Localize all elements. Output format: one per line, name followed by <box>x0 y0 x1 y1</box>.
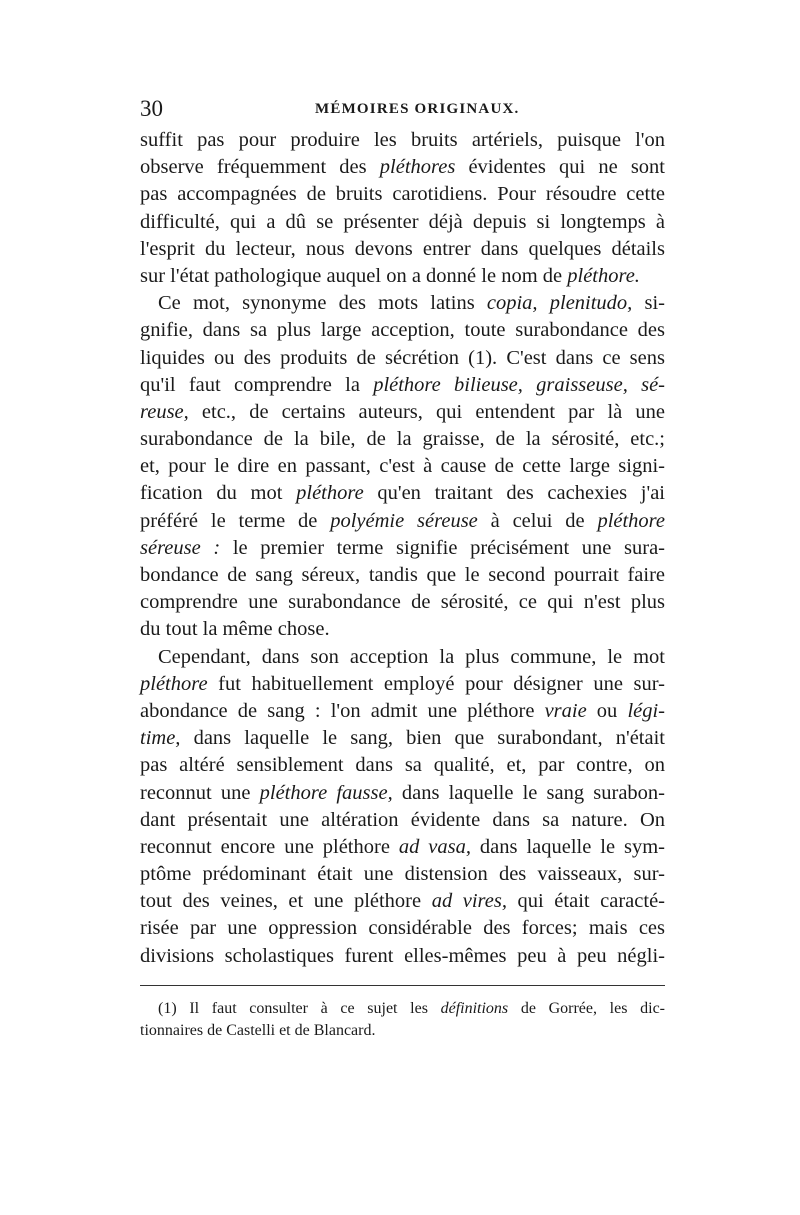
text-run: le premier terme signifie précisément une sura- <box>220 536 666 559</box>
footnote <box>140 998 665 1042</box>
text-run: de Gorrée, les dic- <box>508 1000 665 1017</box>
text-run: fication du mot <box>140 482 297 505</box>
text-run: observe fréquemment des <box>140 156 380 179</box>
text-run: et, pour le dire en passant, c'est à cause de cette large signi- <box>140 455 665 478</box>
text-run: qui était caracté- <box>506 890 665 913</box>
text-run: ou <box>586 699 628 722</box>
text-line <box>140 399 665 426</box>
italic-text: polyémie séreuse <box>330 509 478 532</box>
text-run: Ce mot, synonyme des mots latins <box>158 292 487 315</box>
text-line <box>140 888 665 915</box>
text-line <box>140 807 665 834</box>
italic-text: copia, plenitudo, <box>486 292 633 315</box>
text-run: difficulté, qui a dû se présenter déjà depuis si longtemps à <box>140 210 665 233</box>
text-line <box>140 861 665 888</box>
italic-text: pléthore fausse, <box>259 781 393 804</box>
text-run: bondance de sang séreux, tandis que le second pourrait faire <box>140 564 665 586</box>
text-run: Cependant, dans son acception la plus commune, le mot <box>158 645 665 668</box>
text-run: surabondance de la bile, de la graisse, de la sérosité, etc.; <box>140 428 665 451</box>
text-run: etc., de certains auteurs, qui entendent par là une <box>188 400 665 423</box>
text-run: qu'il faut comprendre la <box>140 373 374 396</box>
text-line <box>140 589 665 616</box>
text-run: comprendre une surabondance de sérosité, ce qui n'est plus <box>140 591 665 614</box>
text-run: tout des veines, et une pléthore <box>140 890 432 913</box>
text-line <box>140 644 665 671</box>
italic-text: séreuse : <box>140 536 221 559</box>
text-run: dans laquelle le sym- <box>471 835 665 858</box>
text-run: divisions scholastiques furent elles-mêmes peu à peu négli- <box>140 944 665 967</box>
text-line <box>140 317 665 344</box>
text-line <box>140 209 665 236</box>
text-line <box>140 915 665 942</box>
text-line <box>140 671 665 698</box>
text-run: pas altéré sensiblement dans sa qualité, et, par contre, on <box>140 754 665 777</box>
text-line <box>140 290 665 317</box>
italic-text: ad vires, <box>431 890 507 913</box>
text-line <box>140 780 665 807</box>
text-line <box>140 535 665 562</box>
text-line <box>140 508 665 535</box>
text-line <box>140 562 665 589</box>
text-line <box>140 616 665 643</box>
footnote-line <box>140 1020 665 1042</box>
text-line <box>140 725 665 752</box>
text-run: dans laquelle le sang, bien que surabondant, n'était <box>180 727 665 750</box>
running-head <box>140 96 665 122</box>
text-line <box>140 752 665 779</box>
text-run: suffit pas pour produire les bruits artériels, puisque l'on <box>140 129 665 151</box>
text-run: du tout la même chose. <box>140 618 330 641</box>
italic-text: définitions <box>440 1000 509 1017</box>
running-title: MÉMOIRES ORIGINAUX. <box>315 101 520 117</box>
text-run: préféré le terme de <box>140 509 331 532</box>
text-line <box>140 453 665 480</box>
italic-text: légi- <box>627 699 666 722</box>
italic-text: reuse, <box>140 400 189 423</box>
italic-text: pléthore bilieuse, graisseuse, sé- <box>373 373 665 396</box>
text-line <box>140 127 665 154</box>
text-run: (1) Il faut consulter à ce sujet les <box>158 1000 441 1017</box>
text-line <box>140 943 665 970</box>
italic-text: time, <box>140 727 181 750</box>
text-run: sur l'état pathologique auquel on a donné le nom de <box>140 264 568 287</box>
text-line <box>140 372 665 399</box>
italic-text: pléthore <box>140 672 208 695</box>
text-line <box>140 345 665 372</box>
text-run: reconnut encore une pléthore <box>140 835 399 858</box>
text-run: dant présentait une altération évidente dans sa nature. On <box>140 808 665 831</box>
text-line <box>140 480 665 507</box>
italic-text: pléthores <box>379 156 456 179</box>
text-run: qu'en traitant des cachexies j'ai <box>363 482 665 505</box>
italic-text: ad vasa, <box>398 835 471 858</box>
italic-text: pléthore <box>597 509 665 532</box>
text-run: si- <box>632 292 666 315</box>
text-run: risée par une oppression considérable des forces; mais ces <box>140 917 665 940</box>
body-text <box>140 127 665 970</box>
text-line <box>140 426 665 453</box>
text-run: gnifie, dans sa plus large acception, toute surabondance des <box>140 319 665 342</box>
text-run: pas accompagnées de bruits carotidiens. Pour résoudre cette <box>140 183 665 206</box>
text-line <box>140 263 665 290</box>
text-run: l'esprit du lecteur, nous devons entrer dans quelques détails <box>140 237 665 260</box>
text-run: dans laquelle le sang surabon- <box>392 781 665 804</box>
footnote-rule <box>140 985 665 986</box>
page-number: 30 <box>140 96 163 121</box>
text-run: tionnaires de Castelli et de Blancard. <box>140 1022 376 1039</box>
text-line <box>140 181 665 208</box>
text-line <box>140 154 665 181</box>
italic-text: vraie <box>544 699 587 722</box>
text-run: reconnut une <box>140 781 260 804</box>
text-run: ptôme prédominant était une distension des vaisseaux, sur- <box>140 863 665 886</box>
text-run: liquides ou des produits de sécrétion (1). C'est dans ce sens <box>140 346 665 369</box>
text-line <box>140 834 665 861</box>
text-line <box>140 698 665 725</box>
italic-text: pléthore <box>296 482 364 505</box>
text-run: évidentes qui ne sont <box>455 156 665 179</box>
text-run: abondance de sang : l'on admit une pléthore <box>140 699 545 722</box>
footnote-line <box>140 998 665 1020</box>
text-line <box>140 236 665 263</box>
text-run: fut habituellement employé pour désigner une sur- <box>207 672 665 695</box>
italic-text: pléthore. <box>567 264 640 287</box>
text-run: à celui de <box>477 509 598 532</box>
